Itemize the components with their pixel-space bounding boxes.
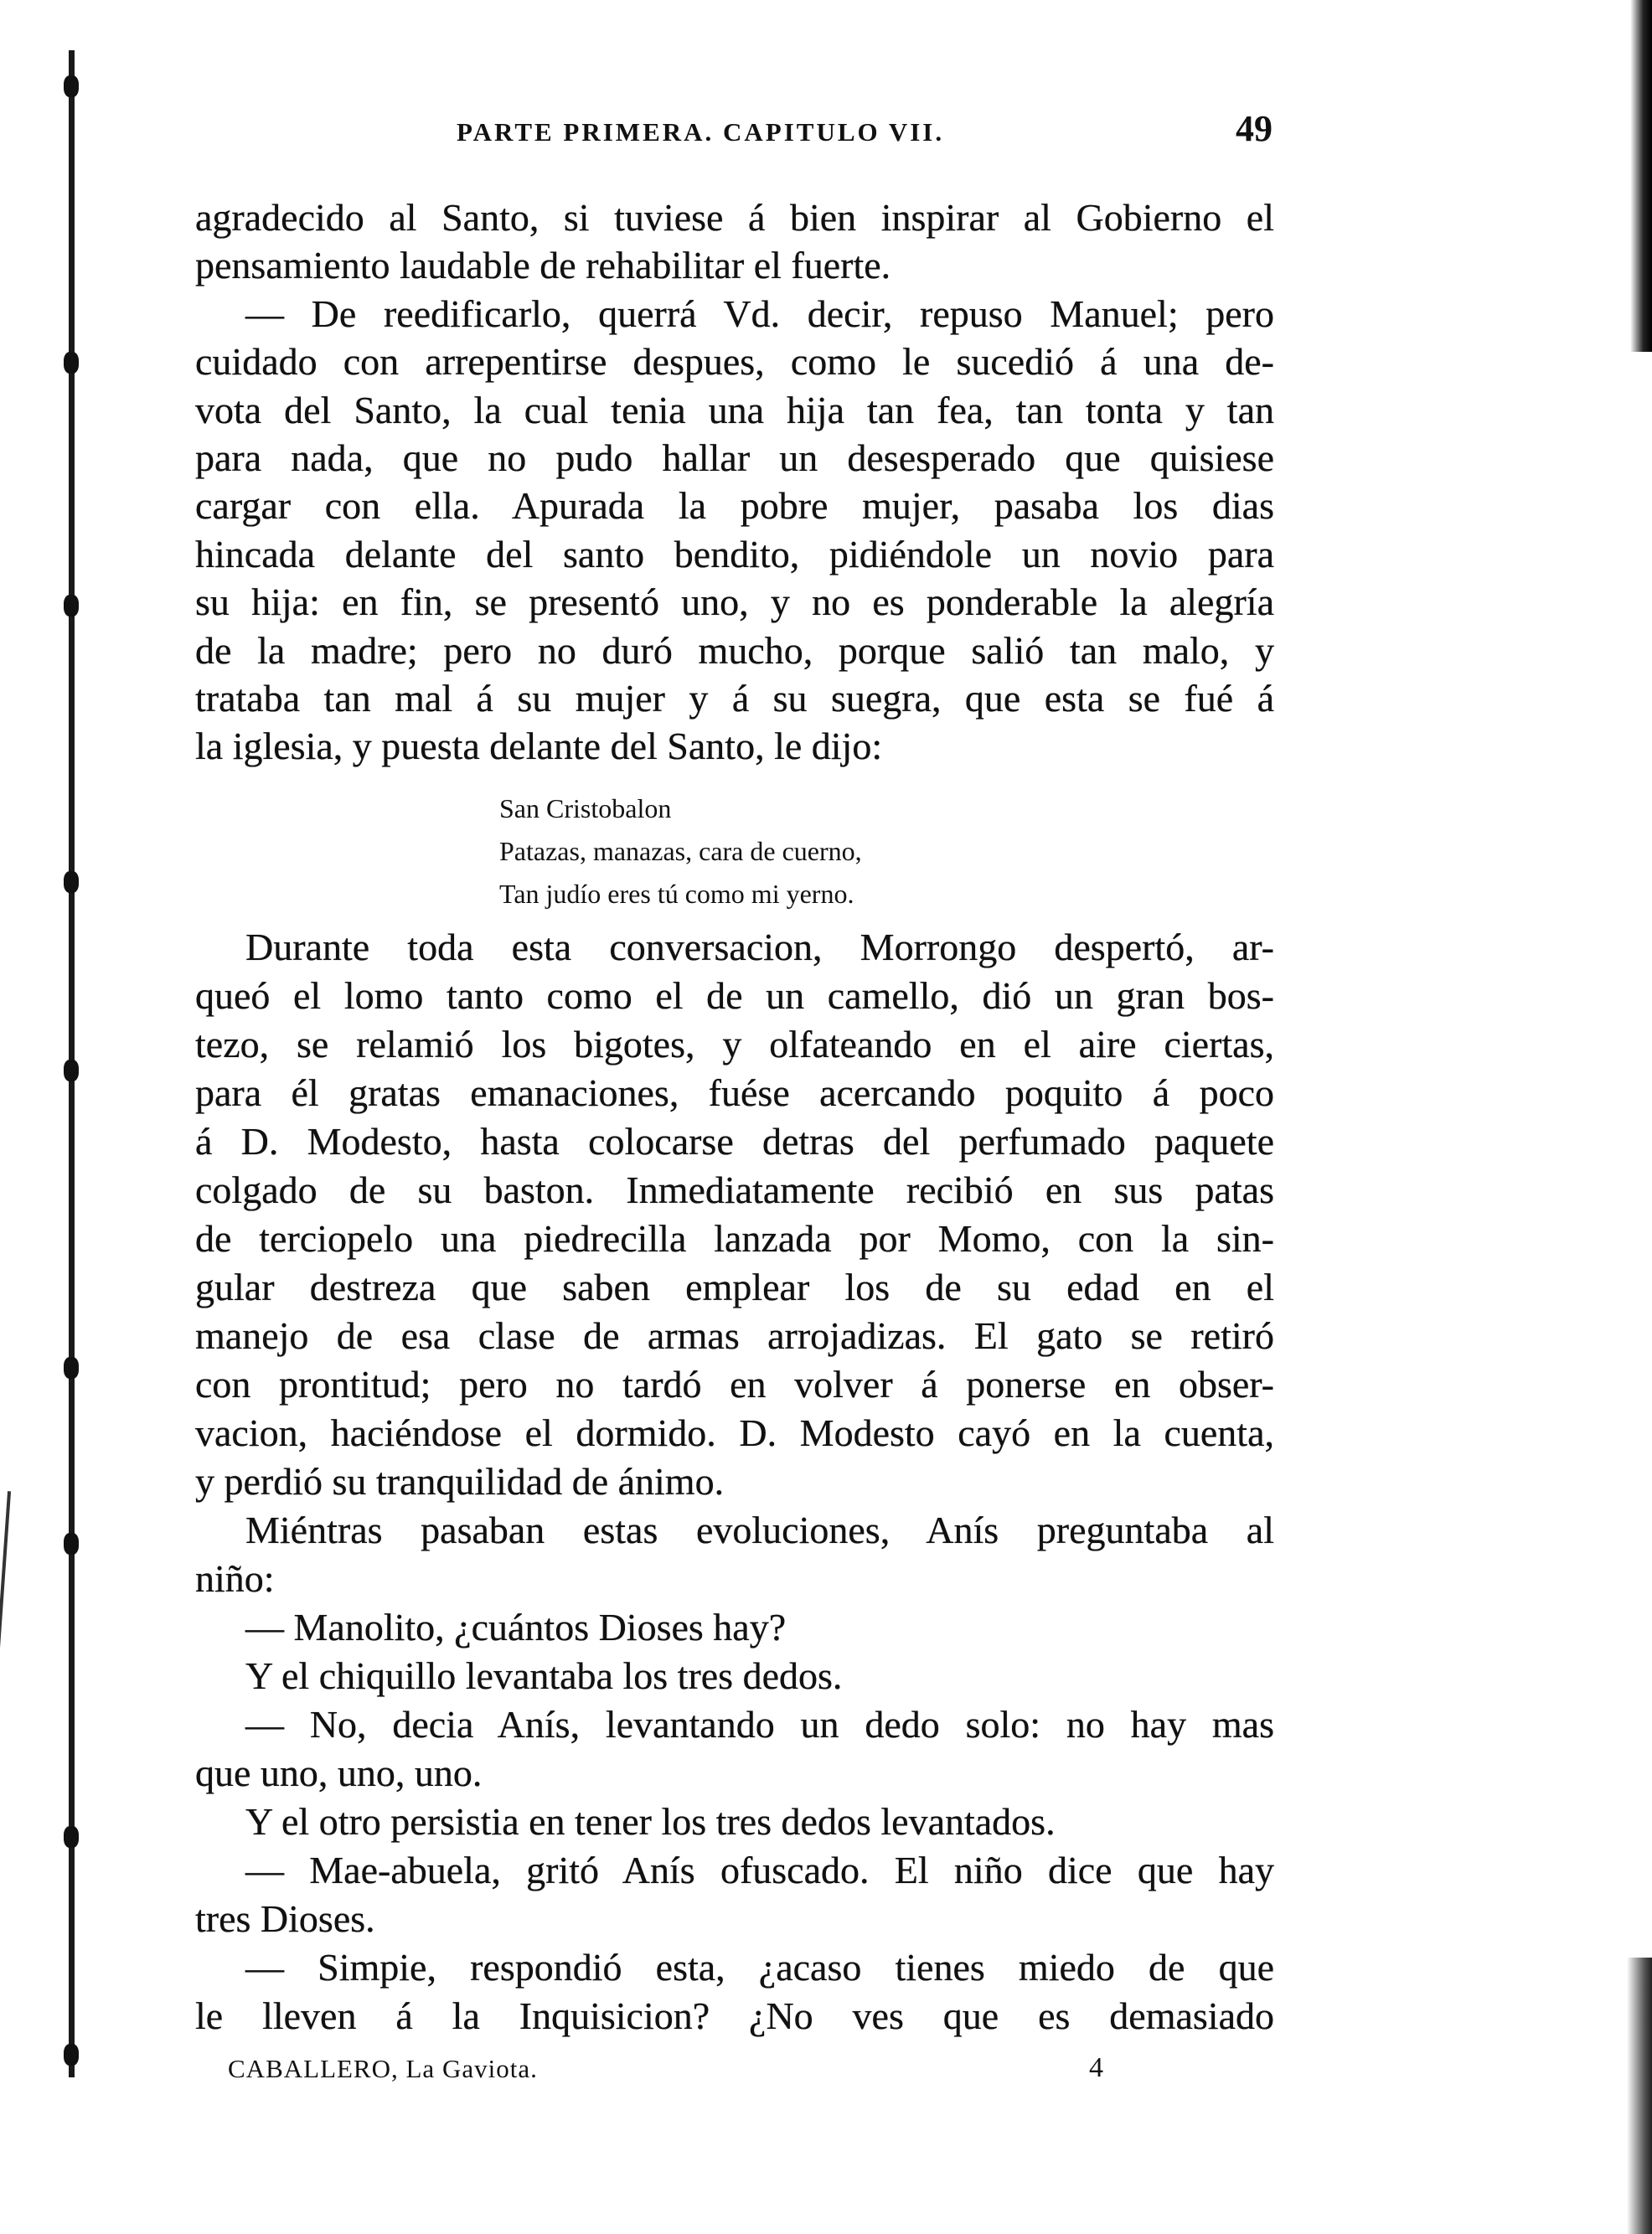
text-block-top (195, 193, 1274, 771)
footer-signature: CABALLERO, La Gaviota. (228, 2054, 538, 2083)
text-line: le lleven á la Inquisicion? ¿No ves que es demasiado (195, 1994, 1274, 2037)
text-line: para nada, que no pudo hallar un desesperado que quisiese (195, 436, 1274, 479)
text-line: para él gratas emanaciones, fuése acercando poquito á poco (195, 1071, 1274, 1114)
scan-artifact (64, 2044, 79, 2066)
text-line: agradecido al Santo, si tuviese á bien inspirar al Gobierno el (195, 196, 1274, 239)
text-line: que uno, uno, uno. (195, 1752, 483, 1794)
text-line: hincada delante del santo bendito, pidiéndole un novio para (195, 532, 1274, 575)
scan-artifact (64, 1357, 79, 1379)
text-line: — No, decia Anís, levantando un dedo solo: no hay mas (245, 1703, 1274, 1746)
text-line: con prontitud; pero no tardó en volver á ponerse en obser- (195, 1363, 1274, 1406)
text-line: su hija: en fin, se presentó uno, y no es ponderable la alegría (195, 580, 1274, 624)
text-line: y perdió su tranquilidad de ánimo. (195, 1460, 725, 1503)
text-line: á D. Modesto, hasta colocarse detras del perfumado paquete (195, 1120, 1274, 1163)
text-line: tezo, se relamió los bigotes, y olfateando en el aire ciertas, (195, 1023, 1274, 1065)
text-line: gular destreza que saben emplear los de su edad en el (195, 1266, 1274, 1308)
verse-line: San Cristobalon (499, 793, 672, 823)
text-line: de la madre; pero no duró mucho, porque salió tan malo, y (195, 628, 1274, 672)
running-header: PARTE PRIMERA. CAPITULO VII. (457, 117, 945, 147)
text-line: — Mae-abuela, gritó Anís ofuscado. El niño dice que hay (245, 1849, 1274, 1891)
text-line: — De reedificarlo, querrá Vd. decir, repuso Manuel; pero (245, 292, 1274, 335)
scan-artifact (64, 871, 79, 893)
text-line: manejo de esa clase de armas arrojadizas. El gato se retiró (195, 1314, 1274, 1357)
text-line: colgado de su baston. Inmediatamente recibió en sus patas (195, 1169, 1274, 1211)
page-number: 49 (1236, 108, 1273, 149)
text-line: vota del Santo, la cual tenia una hija tan fea, tan tonta y tan (195, 388, 1274, 431)
scan-artifact (64, 1533, 79, 1555)
text-line: Y el otro persistia en tener los tres dedos levantados. (245, 1800, 1056, 1843)
scan-artifact (64, 352, 79, 374)
text-line: cargar con ella. Apurada la pobre mujer, pasaba los dias (195, 484, 1274, 528)
text-line: vacion, haciéndose el dormido. D. Modesto cayó en la cuenta, (195, 1411, 1274, 1454)
text-line: — Simpie, respondió esta, ¿acaso tienes miedo de que (245, 1946, 1274, 1989)
verse-line: Patazas, manazas, cara de cuerno, (499, 836, 862, 866)
text-line: Durante toda esta conversacion, Morrongo despertó, ar- (245, 926, 1274, 968)
text-line: la iglesia, y puesta delante del Santo, le dijo: (195, 725, 883, 768)
verse-line: Tan judío eres tú como mi yerno. (499, 879, 854, 909)
text-line: trataba tan mal á su mujer y á su suegra, que esta se fué á (195, 676, 1274, 720)
text-line: pensamiento laudable de rehabilitar el fuerte. (195, 244, 891, 287)
page-edge-shadow (1630, 0, 1652, 352)
text-line: Miéntras pasaban estas evoluciones, Anís preguntaba al (245, 1509, 1274, 1551)
text-line: cuidado con arrepentirse despues, como le sucedió á una de- (195, 340, 1274, 384)
text-line: tres Dioses. (195, 1897, 375, 1940)
page-edge-shadow (1627, 1958, 1652, 2234)
scan-artifact (64, 1826, 79, 1848)
text-line: de terciopelo una piedrecilla lanzada por Momo, con la sin- (195, 1217, 1274, 1260)
scan-artifact (64, 595, 79, 617)
footer-sheet-number: 4 (1089, 2052, 1103, 2083)
text-block-bottom (195, 923, 1274, 2041)
scan-artifact (0, 1491, 11, 1709)
scan-artifact (64, 1060, 79, 1081)
text-line: queó el lomo tanto como el de un camello, dió un gran bos- (195, 974, 1274, 1017)
text-line: — Manolito, ¿cuántos Dioses hay? (245, 1606, 787, 1648)
text-line: Y el chiquillo levantaba los tres dedos. (245, 1654, 843, 1697)
scan-artifact (64, 75, 79, 97)
text-line: niño: (195, 1557, 275, 1600)
verse-quotation (499, 787, 862, 916)
